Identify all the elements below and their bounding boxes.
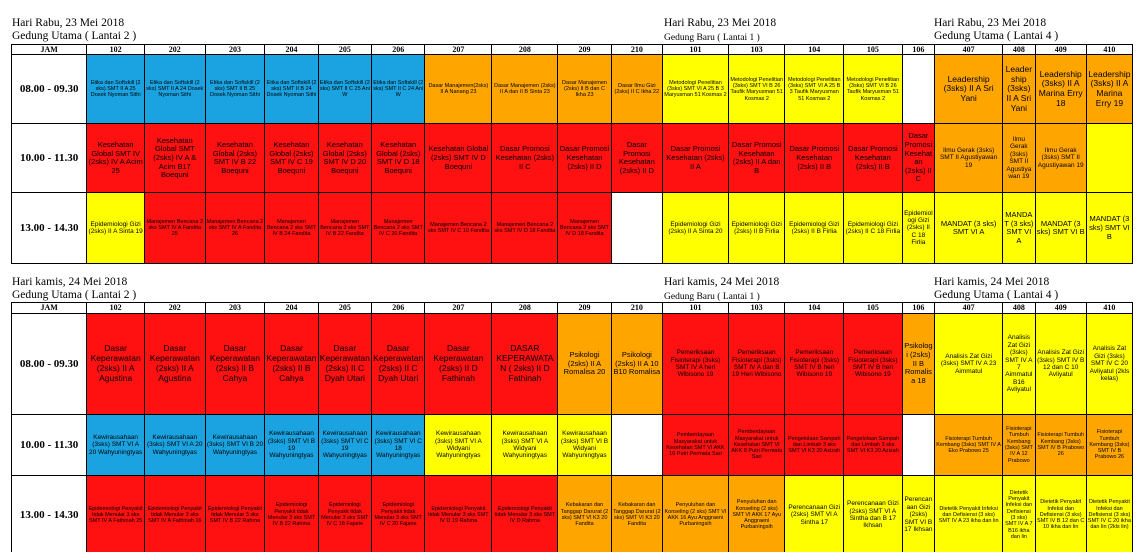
course-cell: Leadership (3sks) II A Sri Yani — [1003, 55, 1035, 124]
course-cell: Manajemen Bencana 2 sks SMT IV D 18 Fandita — [492, 193, 558, 264]
course-cell: Etika dan Softskill (2 sks) SMT II C 24 Ani W — [372, 55, 425, 124]
day-title-top-right: Hari Rabu, 23 Mei 2018 — [934, 17, 1047, 29]
course-cell: Manajemen Bencana 2 sks SMT IV C 20 Fandita — [372, 193, 425, 264]
course-cell: Analisis Zat Gizi (3sks) SMT IV A 7 Aimmatul B16 Avliyatul — [1003, 314, 1035, 415]
course-cell: Kesehatan Global (2sks) SMT IV D Boequni — [425, 124, 492, 193]
time-slot-label: 13.00 - 14.30 — [12, 193, 87, 264]
course-cell: Manajemen Bencana 2 sks SMT IV B 22 Fandita — [318, 193, 371, 264]
course-cell: Dasar Manajemen(2sks) II A Nanang 23 — [425, 55, 492, 124]
column-header-room: 203 — [205, 303, 265, 314]
course-cell: Leadership (3sks) II A Marina Erry 18 — [1035, 55, 1086, 124]
course-cell: Epidemiologi Penyakit tidak Menular 3 sks SMT IV A Fathinah 16 — [144, 476, 205, 552]
course-cell: Epidemiologi Penyakit tidak Menular 3 sks SMT IV C 18 Fajarie — [318, 476, 371, 552]
course-cell: Psikologi (2sks) II A 10 B10 Romalisa — [611, 314, 662, 415]
course-cell: Metodologi Penelitian (3sks) SMT VI A 25 B 3 Taufik Maryusman 51 Kosmas 2 — [785, 55, 844, 124]
course-cell: Manajemen Bencana 2 sks SMT IV C 10 Fandita — [425, 193, 492, 264]
course-cell: Dasar Keperawatan (2sks) II B Cahya — [265, 314, 318, 415]
building-title-bottom-mid: Gedung Baru ( Lantai 1 ) — [664, 292, 760, 302]
course-cell: Kewirausahaan (3sks) SMT VI A Widyani Wahyuningtyas — [492, 415, 558, 476]
column-header-room: 408 — [1003, 303, 1035, 314]
course-cell: Dasar Keperawatan (2sks) II A Agustina — [87, 314, 145, 415]
course-cell: Dasar Ilmu Gizi (2sks) II C Ikha 22 — [611, 55, 662, 124]
course-cell: Dasar Keperawatan (2sks) II D Fathinah — [425, 314, 492, 415]
column-header-room: 410 — [1086, 303, 1132, 314]
column-header-room: 105 — [844, 45, 903, 55]
course-cell: Pemberdayaan Masyarakat untuk Kesehatan SMT VI AKK 8 Putri Permata Sari — [728, 415, 785, 476]
header-row — [12, 45, 1133, 55]
column-header-room: 103 — [728, 303, 785, 314]
column-header-room: 210 — [611, 303, 662, 314]
time-slot-label: 10.00 - 11.30 — [12, 124, 87, 193]
column-header-room: 203 — [205, 45, 265, 55]
column-header-room: 208 — [492, 45, 558, 55]
building-title-bottom-right: Gedung Utama ( Lantai 4 ) — [934, 289, 1059, 301]
course-cell: Kebakaran dan Tanggap Darurat (2 sks) SMT VI K3 20 Fandita — [558, 476, 611, 552]
course-cell: Manajemen Bencana 2 sks SMT IV B 24 Fandita — [265, 193, 318, 264]
course-cell: Kewirausahaan (3sks) SMT VI B Widyani Wahyuningtyas — [558, 415, 611, 476]
time-slot-row — [12, 193, 1133, 264]
course-cell: MANDAT (3 sks) SMT VI B — [1035, 193, 1086, 264]
schedule-table-thursday — [11, 302, 1133, 552]
course-cell: Dasar Promosi Kesehatan (2sks) II B — [785, 124, 844, 193]
course-cell: Epidemiologi Gizi (2sks) II B Firlia — [728, 193, 785, 264]
course-cell: DASAR KEPERAWATAN ( 2sks) II D Fathinah — [492, 314, 558, 415]
course-cell: Etika dan Softskill (2 sks) SMT II B 24 Dosek Nyoman Sithi — [265, 55, 318, 124]
column-header-room: 101 — [662, 303, 728, 314]
course-cell: Psikologi (2sks) II B Romalisa 18 — [902, 314, 934, 415]
course-cell: Perencanaan Gizi (2sks) SMT VI B 17 Ikhsan — [902, 476, 934, 552]
time-slot-label: 08.00 - 09.30 — [12, 55, 87, 124]
course-cell: Analisis Zat Gizi (3sks) SMT IV A 23 Aimmatul — [935, 314, 1003, 415]
course-cell: Dasar Manajemen (2sks) II A dan II B Sinta 23 — [492, 55, 558, 124]
course-cell: Leadership (3sks) II A Marina Erry 19 — [1086, 55, 1132, 124]
column-header-room: 102 — [87, 303, 145, 314]
building-title-bottom-left: Gedung Utama ( Lantai 2 ) — [12, 289, 137, 301]
course-cell: Kewirausahaan (3sks) SMT VI C 19 Wahyuningtyas — [318, 415, 371, 476]
time-slot-row — [12, 415, 1133, 476]
column-header-room: 202 — [144, 303, 205, 314]
course-cell: Fisioterapi Tumbuh Kembang (3sks) SMT IV B Prabowo 26 — [1035, 415, 1086, 476]
course-cell: Metodologi Penelitian (3sks) SMT VI B 26 Taufik Maryusman 51 Kosmas 2 — [728, 55, 785, 124]
course-cell: Metodologi Penelitian (3sks) SMT VI B 26 Taufik Maryusman 51 Kosmas 2 — [844, 55, 903, 124]
building-title-top-mid: Gedung Baru ( Lantai 1 ) — [664, 33, 760, 43]
day-title-bottom-left: Hari kamis, 24 Mei 2018 — [12, 276, 128, 288]
course-cell: Kebakaran dan Tanggap Darurat (2 sks) SMT VI K3 20 Fandita — [611, 476, 662, 552]
course-cell: Etika dan Softskill (2 sks) SMT II A 25 Dosek Nyoman Sithi — [87, 55, 145, 124]
course-cell: Dasar Keperawatan (2sks) II A Agustina — [144, 314, 205, 415]
course-cell: Kewirausahaan (3sks) SMT VI B 19 Wahyuningtyas — [265, 415, 318, 476]
course-cell: Etika dan Softskill (2 sks) SMT II B 25 Dosek Nyoman Sithi — [205, 55, 265, 124]
column-header-room: 407 — [935, 303, 1003, 314]
course-cell: Dietetik Penyakit Infeksi dan Defisiensi (3 sks) SMT IV A 23 ikha dan lin — [935, 476, 1003, 552]
schedule-table-wednesday — [11, 44, 1133, 264]
course-cell: Kesehatan Global (2sks) SMT IV D 20 Boequni — [318, 124, 371, 193]
course-cell: Epidemiologi Gizi (2sks) II C 18 Firlia — [844, 193, 903, 264]
column-header-room: 106 — [902, 303, 934, 314]
building-title-top-right: Gedung Utama ( Lantai 4 ) — [934, 30, 1059, 42]
course-cell: MANDAT (3 sks) SMT VI A — [935, 193, 1003, 264]
column-header-room: 204 — [265, 303, 318, 314]
course-cell: Ilmu Gerak (3sks) SMT II Agustiyawan 19 — [1035, 124, 1086, 193]
column-header-room: 205 — [318, 45, 371, 55]
column-header-room: 206 — [372, 45, 425, 55]
course-cell: Leadership (3sks) II A Sri Yani — [935, 55, 1003, 124]
course-cell: Epidemiologi Gizi (2sks) II B Firlia — [785, 193, 844, 264]
time-slot-label: 13.00 - 14.30 — [12, 476, 87, 552]
course-cell: Kewirausahaan (3sks) SMT VI C 18 Wahyuningtyas — [372, 415, 425, 476]
column-header-room: 104 — [785, 45, 844, 55]
course-cell: Kewirausahaan (3sks) SMT VI B 20 Wahyuningtyas — [205, 415, 265, 476]
course-cell: Dasar Promosi Kesehatan (2sks) II C — [492, 124, 558, 193]
course-cell: Ilmu Gerak (3sks) SMT II Agustiyawan 19 — [935, 124, 1003, 193]
course-cell: Psikologi (2sks) II A Romalisa 20 — [558, 314, 611, 415]
course-cell: Dasar Manajemen (2sks) II B dan C Ikha 23 — [558, 55, 611, 124]
course-cell: Analisis Zat Gizi (3sks) SMT IV C 20 Avliyatul (2kls kelas) — [1086, 314, 1132, 415]
column-header-room: 101 — [662, 45, 728, 55]
course-cell — [902, 55, 934, 124]
column-header-jam: JAM — [12, 303, 87, 314]
course-cell — [1086, 124, 1132, 193]
column-header-jam: JAM — [12, 45, 87, 55]
course-cell: MANDAT (3 sks) SMT VI B — [1086, 193, 1132, 264]
course-cell: Dasar Promosi Kesehatan (2sks) II D — [611, 124, 662, 193]
course-cell: Dietetik Penyakit Infeksi dan Defisiensi (3 sks) SMT IV A 7 B16 ikha dan lin — [1003, 476, 1035, 552]
course-cell: Dasar Keperawatan (2sks) II C Dyah Utari — [318, 314, 371, 415]
column-header-room: 104 — [785, 303, 844, 314]
course-cell: Perencanaan Gizi (2sks) SMT VI A Sintha 17 — [785, 476, 844, 552]
column-header-room: 410 — [1086, 45, 1132, 55]
course-cell: Pengelolaan Sampah dan Limbah 3 sks SMT VI K3 20 Azizah — [844, 415, 903, 476]
column-header-room: 408 — [1003, 45, 1035, 55]
course-cell: Epidemiologi Penyakit tidak Menular 3 sks SMT IV A Fathinah 25 — [87, 476, 145, 552]
column-header-room: 407 — [935, 45, 1003, 55]
course-cell: MANDAT (3 sks) SMT VI A — [1003, 193, 1035, 264]
time-slot-label: 08.00 - 09.30 — [12, 314, 87, 415]
course-cell: Penyuluhan dan Konseling (2 sks) SMT VI AKK 16 Ayu Anggraeni Purbaningsih — [662, 476, 728, 552]
column-header-room: 208 — [492, 303, 558, 314]
course-cell: Pemeriksaan Fisioterapi (3sks) SMT IV A dan B 19 Heri Wibisono — [728, 314, 785, 415]
course-cell: Epidemiologi Penyakit tidak Menular 3 sks SMT IV B 22 Rahma — [265, 476, 318, 552]
course-cell: Pemberdayaan Masyarakat untuk Kesehatan SMT VI AKK 16 Putri Permata Sari — [662, 415, 728, 476]
column-header-room: 106 — [902, 45, 934, 55]
course-cell: Kesehatan Global (2sks) SMT IV C 19 Boequni — [265, 124, 318, 193]
course-cell: Dietetik Penyakit Infeksi dan Defisiensi (3 sks) SMT IV B 12 dan C 10 ikha dan lin — [1035, 476, 1086, 552]
column-header-room: 204 — [265, 45, 318, 55]
column-header-room: 105 — [844, 303, 903, 314]
column-header-room: 206 — [372, 303, 425, 314]
course-cell: Etika dan Softskill (2 sks) SMT II A 24 Dosek Nyoman Sithi — [144, 55, 205, 124]
course-cell: Epidemiologi Penyakit tidak Menular 3 sks SMT IV C 20 Fajarie — [372, 476, 425, 552]
day-title-bottom-mid: Hari kamis, 24 Mei 2018 — [664, 276, 780, 288]
column-header-room: 409 — [1035, 303, 1086, 314]
column-header-room: 205 — [318, 303, 371, 314]
course-cell: Etika dan Softskill (2 sks) SMT II C 25 Ani W — [318, 55, 371, 124]
course-cell: Epidemiologi Penyakit tidak Menular 3 sks SMT IV B 22 Rahma — [205, 476, 265, 552]
time-slot-row — [12, 476, 1133, 552]
course-cell: Epidemiologi Penyakit tidak Menular 3 sks SMT IV D 19 Rahma — [425, 476, 492, 552]
course-cell — [611, 415, 662, 476]
day-title-top-left: Hari Rabu, 23 Mei 2018 — [12, 17, 125, 29]
course-cell: Pemeriksaan Fisioterapi (3sks) SMT IV B heri Wibisono 19 — [785, 314, 844, 415]
column-header-room: 103 — [728, 45, 785, 55]
day-title-top-mid: Hari Rabu, 23 Mei 2018 — [664, 17, 777, 29]
course-cell: Dasar Promosi Kesehatan (2sks) II A — [662, 124, 728, 193]
course-cell: Metodologi Penelitian (3sks) SMT VI A 25 B 3 Maryusman 51 Kosmas 2 — [662, 55, 728, 124]
course-cell: Dasar Promosi Kesehatan (2sks) II B — [844, 124, 903, 193]
column-header-room: 210 — [611, 45, 662, 55]
course-cell: Kesehatan Global (2sks) SMT IV B 22 Boequni — [205, 124, 265, 193]
course-cell: Kesehatan Global SMT (2sks) IV A & Acim B17 Boequni — [144, 124, 205, 193]
course-cell: Manajemen Bencana 2 sks SMT IV D 18 Fandita — [558, 193, 611, 264]
course-cell: Kesehatan Global (2sks) SMT IV D 18 Boequni — [372, 124, 425, 193]
course-cell: Pemeriksaan Fisioterapi (3sks) SMT IV A heri Wibisono 19 — [662, 314, 728, 415]
time-slot-row — [12, 55, 1133, 124]
course-cell: Kewirausahaan (3sks) SMT VI A 20 Wahyuningtyas — [87, 415, 145, 476]
column-header-room: 207 — [425, 45, 492, 55]
course-cell: Kewirausahaan (3sks) SMT VI A 20 Wahyuningtyas — [144, 415, 205, 476]
course-cell: Pemeriksaan Fisioterapi (3sks) SMT IV B heri Wibisono 19 — [844, 314, 903, 415]
course-cell: Perencanaan Gizi (2sks) SMT VI A Sintha dan B 17 Ikhsan — [844, 476, 903, 552]
course-cell: Manajemen Bencana 2 sks SMT IV A Fandita 26 — [205, 193, 265, 264]
course-cell: Epidemiologi Gizi (2sks) II A Sinta 20 — [662, 193, 728, 264]
column-header-room: 409 — [1035, 45, 1086, 55]
course-cell: Kesehatan Global SMT IV (2sks) IV A Acim 25 — [87, 124, 145, 193]
header-row — [12, 303, 1133, 314]
course-cell — [902, 415, 934, 476]
day-title-bottom-right: Hari kamis, 24 Mei 2018 — [934, 276, 1050, 288]
course-cell: Kewirausahaan (3sks) SMT VI A Widyani Wahyuningtyas — [425, 415, 492, 476]
course-cell: Fisioterapi Tumbuh Kembang (3sks) SMT IV A 12 Prabowo — [1003, 415, 1035, 476]
course-cell: Dasar Promosi Kesehatan (2sks) II C — [902, 124, 934, 193]
course-cell: Fisioterapi Tumbuh Kembang (3sks) SMT IV A Eko Prabowo 25 — [935, 415, 1003, 476]
course-cell: Manajemen Bencana 2 sks SMT IV A Fandita 25 — [144, 193, 205, 264]
course-cell: Dasar Promosi Kesehatan (2sks) II D — [558, 124, 611, 193]
course-cell: Pengelolaan Sampah dan Limbah 3 sks SMT VI K3 20 Azizah — [785, 415, 844, 476]
column-header-room: 209 — [558, 303, 611, 314]
course-cell: Epidemiologi Gizi (2sks) II C 18 Firlia — [902, 193, 934, 264]
course-cell: Epidemiologi Penyakit tidak Menular 3 sks SMT IV D Rahma — [492, 476, 558, 552]
course-cell — [611, 193, 662, 264]
course-cell: Epidemiologi Gizi (2sks) II A Sinta 19 — [87, 193, 145, 264]
course-cell: Dasar Promosi Kesehatan (2sks) II A dan B — [728, 124, 785, 193]
course-cell: Penyuluhan dan Konseling (2 sks) SMT VI AKK 17 Ayu Anggraeni Purbaningsih — [728, 476, 785, 552]
course-cell: Analisis Zat Gizi (3sks) SMT IV B 12 dan C 10 Avliyatul — [1035, 314, 1086, 415]
course-cell: Dasar Keperawatan (2sks) II C Dyah Utari — [372, 314, 425, 415]
column-header-room: 209 — [558, 45, 611, 55]
course-cell: Ilmu Gerak (3sks) SMT II Agustiyawan 19 — [1003, 124, 1035, 193]
course-cell: Dasar Keperawatan (2sks) II B Cahya — [205, 314, 265, 415]
building-title-top-left: Gedung Utama ( Lantai 2 ) — [12, 30, 137, 42]
time-slot-label: 10.00 - 11.30 — [12, 415, 87, 476]
column-header-room: 102 — [87, 45, 145, 55]
course-cell: Fisioterapi Tumbuh Kembang (3sks) SMT IV B Prabowo 26 — [1086, 415, 1132, 476]
column-header-room: 207 — [425, 303, 492, 314]
time-slot-row — [12, 124, 1133, 193]
time-slot-row — [12, 314, 1133, 415]
column-header-room: 202 — [144, 45, 205, 55]
course-cell: Dietetik Penyakit Infeksi dan Defisiensi (3 sks) SMT IV C 20 ikha dan lin (2kls lin) — [1086, 476, 1132, 552]
